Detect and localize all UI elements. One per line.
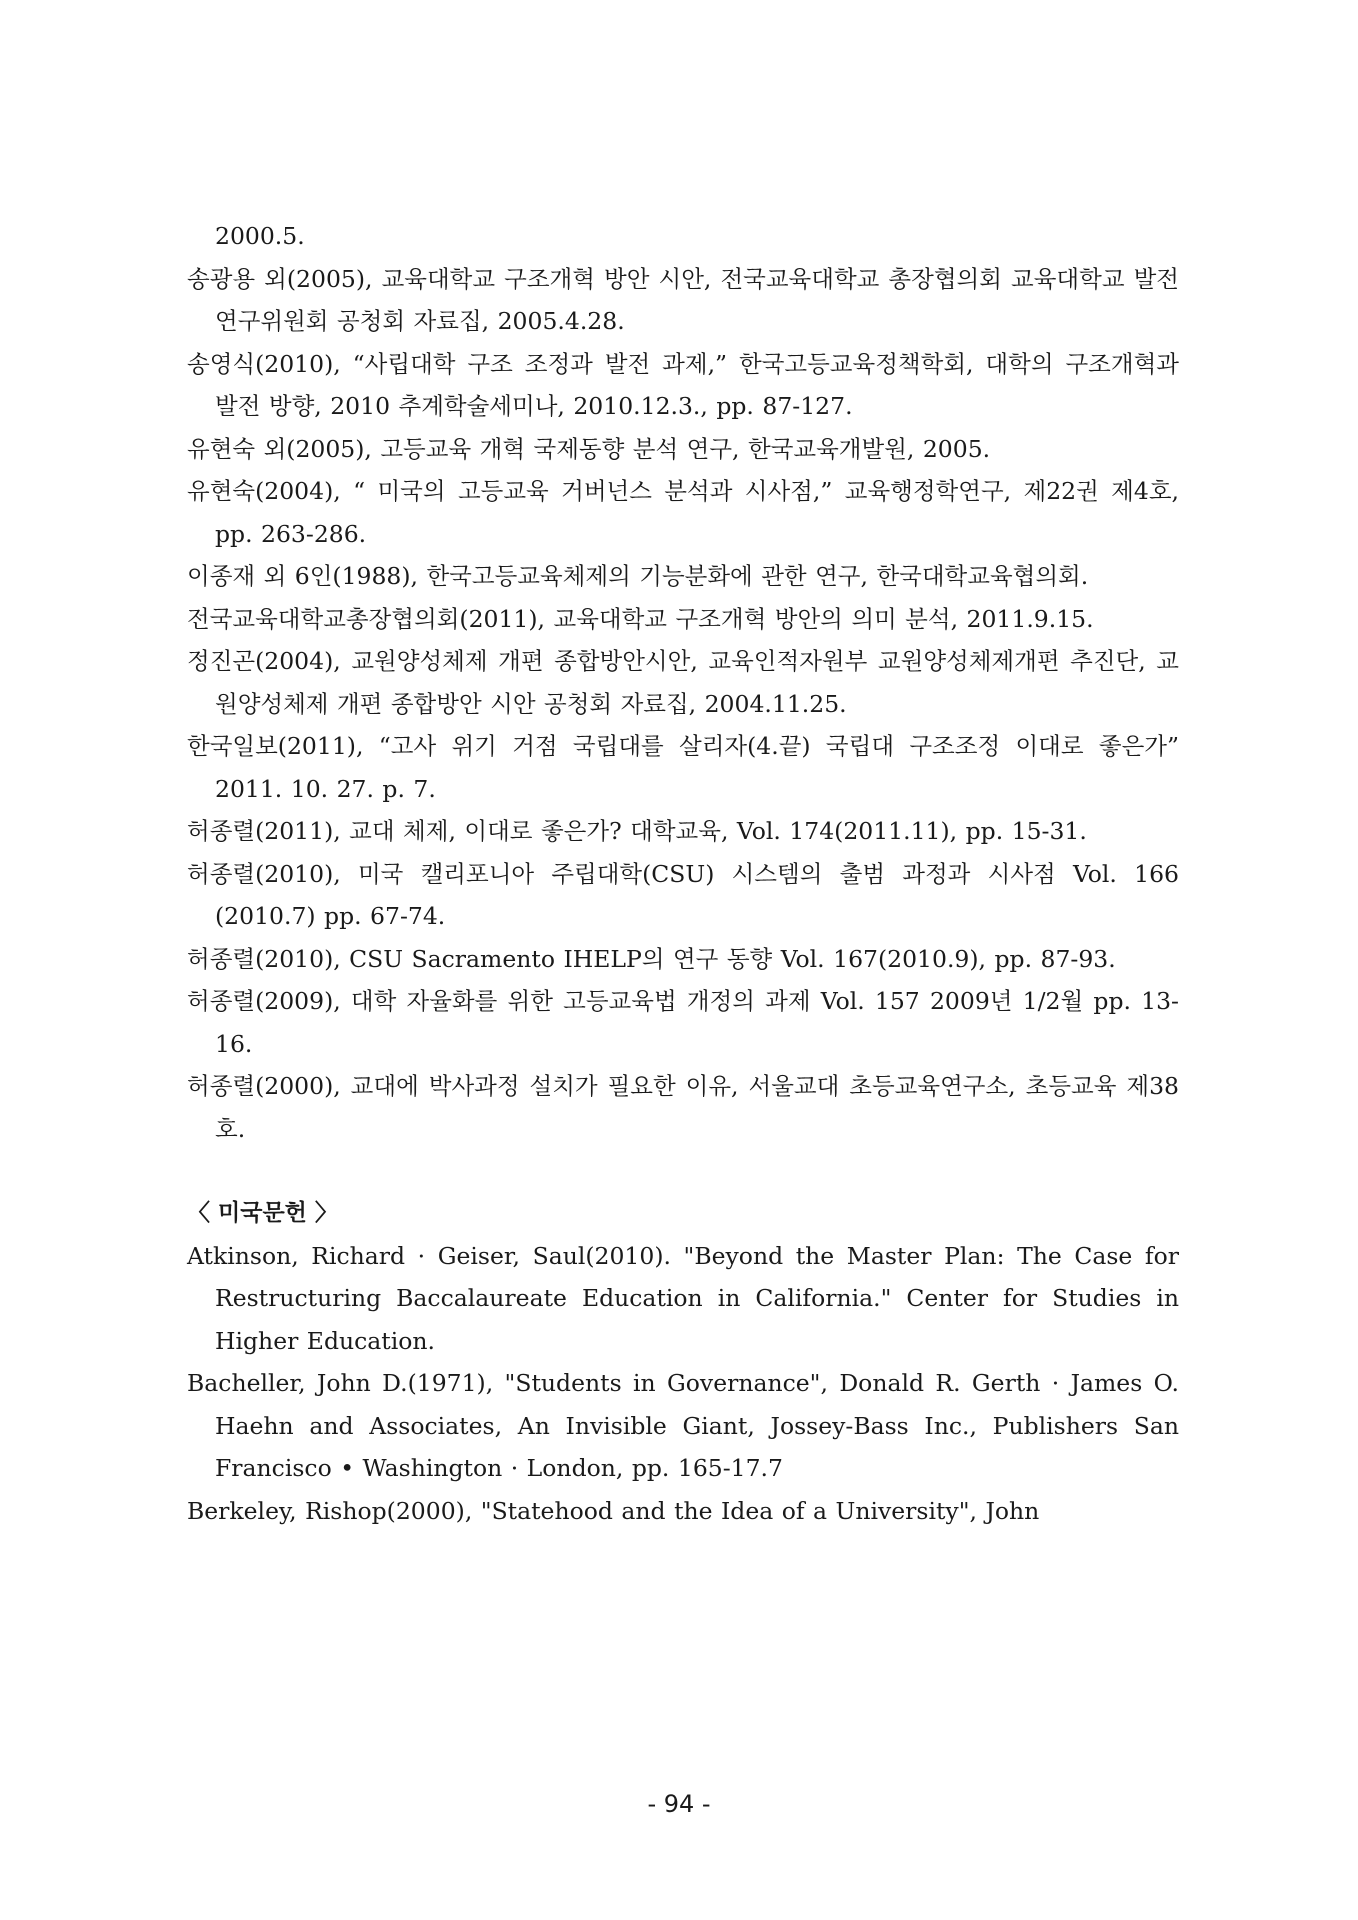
reference-entry: 송광용 외(2005), 교육대학교 구조개혁 방안 시안, 전국교육대학교 총장협의회 교육대학교 발전연구위원회 공청회 자료집, 2005.4.28. bbox=[187, 264, 1179, 335]
reference-entry: Berkeley, Rishop(2000), "Statehood and the Idea of a University", John bbox=[187, 1496, 1040, 1525]
reference-entry: 정진곤(2004), 교원양성체제 개편 종합방안시안, 교육인적자원부 교원양성체제개편 추진단, 교원양성체제 개편 종합방안 시안 공청회 자료집, 2004.11.25. bbox=[187, 647, 1179, 718]
korean-references bbox=[187, 215, 1179, 1150]
reference-entry: 이종재 외 6인(1988), 한국고등교육체제의 기능분화에 관한 연구, 한국대학교육협의회. bbox=[187, 562, 1089, 590]
page-number: - 94 - bbox=[647, 1790, 711, 1818]
reference-entry: 송영식(2010), “사립대학 구조 조정과 발전 과제,” 한국고등교육정책학회, 대학의 구조개혁과 발전 방향, 2010 추계학술세미나, 2010.12.3., pp. 87-127. bbox=[187, 349, 1179, 420]
reference-entry: 허종렬(2000), 교대에 박사과정 설치가 필요한 이유, 서울교대 초등교육연구소, 초등교육 제38호. bbox=[187, 1072, 1179, 1143]
us-references bbox=[187, 1235, 1179, 1533]
reference-entry: 허종렬(2010), CSU Sacramento IHELP의 연구 동향 Vol. 167(2010.9), pp. 87-93. bbox=[187, 944, 1116, 973]
reference-entry: 허종렬(2011), 교대 체제, 이대로 좋은가? 대학교육, Vol. 174(2011.11), pp. 15-31. bbox=[187, 817, 1087, 845]
reference-entry: Atkinson, Richard · Geiser, Saul(2010). "Beyond the Master Plan: The Case for Restructuring Baccalaureate Education in California." Center for Studies in Higher Education. bbox=[187, 1241, 1179, 1355]
reference-entry: 유현숙 외(2005), 고등교육 개혁 국제동향 분석 연구, 한국교육개발원, 2005. bbox=[187, 434, 991, 463]
reference-entry: 유현숙(2004), “ 미국의 고등교육 거버넌스 분석과 시사점,” 교육행정학연구, 제22권 제4호, pp. 263-286. bbox=[187, 477, 1179, 548]
reference-entry: 허종렬(2009), 대학 자율화를 위한 고등교육법 개정의 과제 Vol. 157 2009년 1/2월 pp. 13-16. bbox=[187, 987, 1179, 1058]
reference-entry: 한국일보(2011), “고사 위기 거점 국립대를 살리자(4.끝) 국립대 구조조정 이대로 좋은가” 2011. 10. 27. p. 7. bbox=[187, 732, 1179, 803]
document-body bbox=[187, 215, 1179, 1532]
reference-entry: 전국교육대학교총장협의회(2011), 교육대학교 구조개혁 방안의 의미 분석, 2011.9.15. bbox=[187, 604, 1094, 633]
reference-entry: Bacheller, John D.(1971), "Students in Governance", Donald R. Gerth · James O. Haehn and Associates, An Invisible Giant, Jossey-Bass Inc., Publishers San Francisco • Washington · London, pp. 165-17.7 bbox=[187, 1369, 1179, 1482]
section-heading-us-references: 〈 미국문헌 〉 bbox=[187, 1200, 338, 1226]
reference-continuation: 2000.5. bbox=[215, 222, 305, 250]
reference-entry: 허종렬(2010), 미국 캘리포니아 주립대학(CSU) 시스템의 출범 과정과 시사점 Vol. 166 (2010.7) pp. 67-74. bbox=[187, 859, 1179, 930]
